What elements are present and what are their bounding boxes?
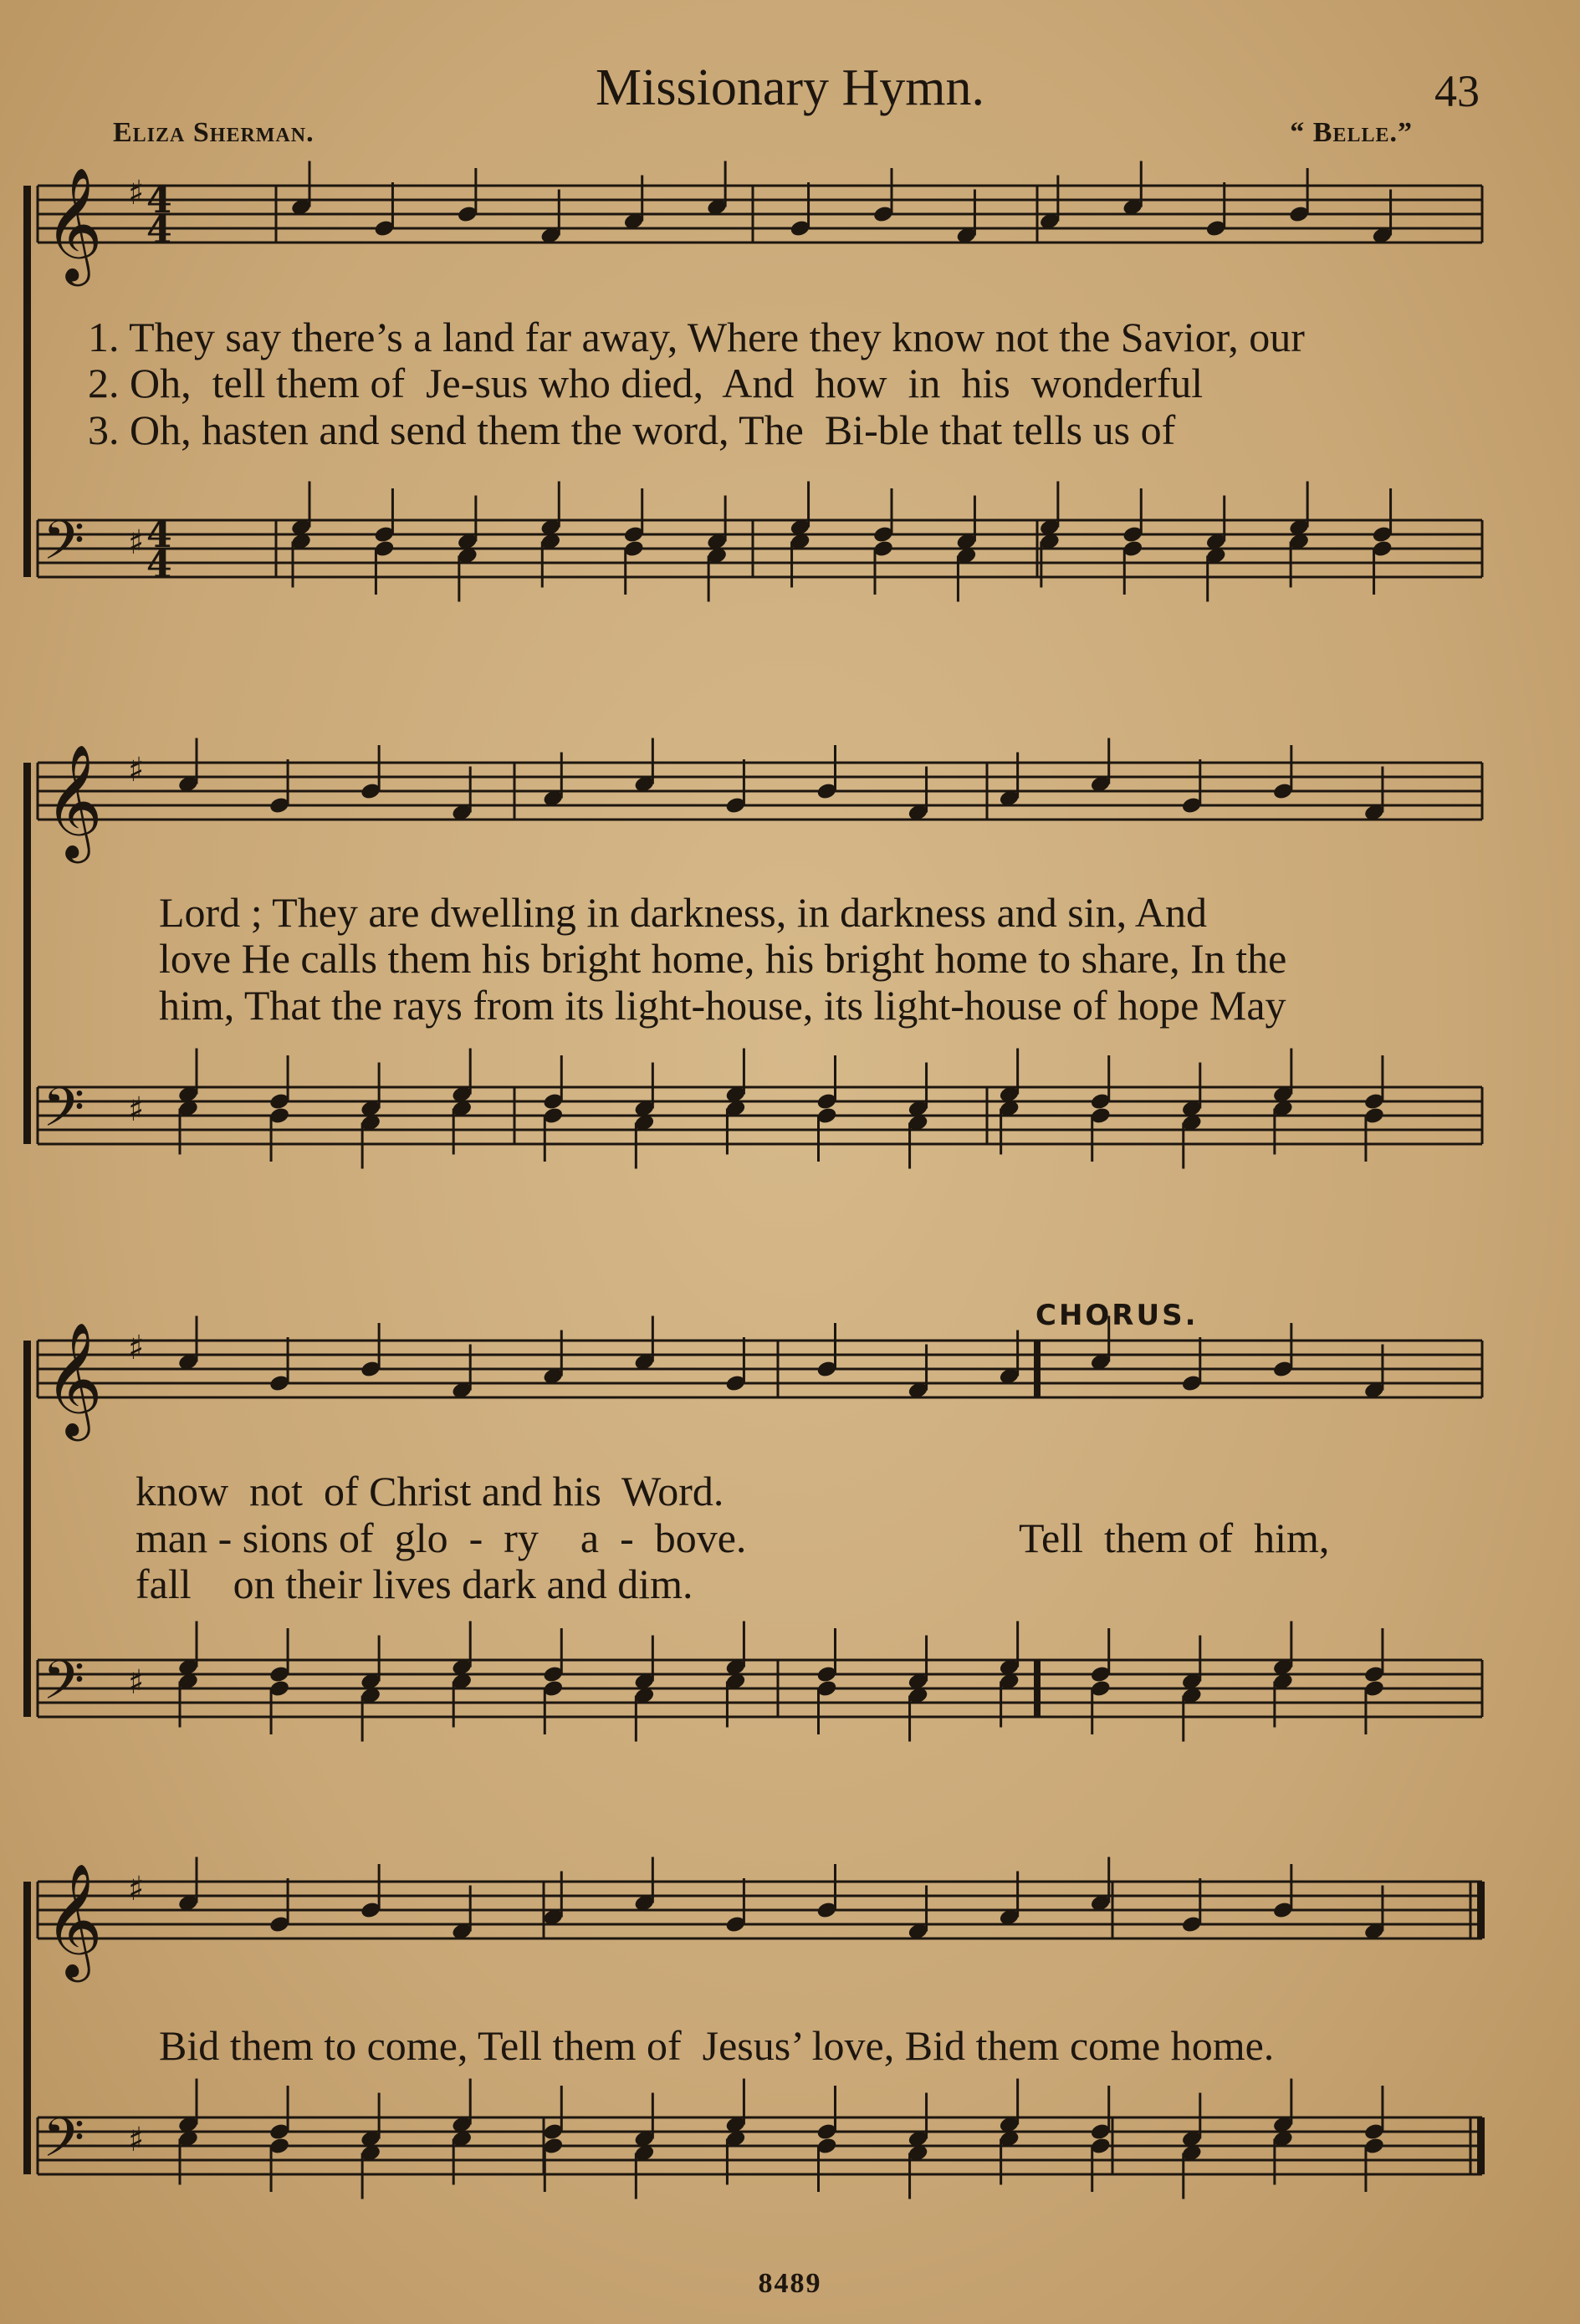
system-2-verse-1: Lord ; They are dwelling in darkness, in darkness and sin, And bbox=[159, 889, 1208, 936]
system-4-chorus-lyric: Bid them to come, Tell them of Jesus’ love, Bid them come home. bbox=[159, 2022, 1275, 2069]
page-number: 43 bbox=[1434, 66, 1480, 116]
system-2-verse-3: him, That the rays from its light-house, its light-house of hope May bbox=[159, 982, 1286, 1029]
treble-staff bbox=[38, 186, 1482, 243]
hymn-title: Missionary Hymn. bbox=[596, 59, 984, 116]
sharp-icon: ♯ bbox=[128, 524, 145, 562]
system-1-verse-1: 1. They say there’s a land far away, Where they know not the Savior, our bbox=[88, 314, 1305, 360]
system-3-verse-3: fall on their lives dark and dim. bbox=[136, 1560, 693, 1607]
system-1-verse-3: 3. Oh, hasten and send them the word, The Bi-ble that tells us of bbox=[88, 406, 1176, 453]
sharp-icon: ♯ bbox=[128, 1870, 145, 1908]
tune-name: “ Belle.” bbox=[1290, 117, 1413, 148]
bass-staff bbox=[38, 2117, 1482, 2174]
bass-staff bbox=[38, 1087, 1482, 1144]
svg-text:4: 4 bbox=[146, 544, 172, 586]
system-3-chorus-lyric: Tell them of him, bbox=[1019, 1514, 1330, 1561]
treble-staff bbox=[38, 1882, 1482, 1938]
bass-staff bbox=[38, 520, 1482, 577]
bass-clef-icon: 𝄢 bbox=[43, 1077, 85, 1152]
treble-staff bbox=[38, 763, 1482, 820]
bass-staff bbox=[38, 1660, 1482, 1717]
bass-clef-icon: 𝄢 bbox=[43, 510, 85, 585]
bass-clef-icon: 𝄢 bbox=[43, 1650, 85, 1725]
sharp-icon: ♯ bbox=[128, 2121, 145, 2159]
treble-clef-icon: 𝄞 bbox=[44, 743, 103, 858]
time-signature-bass: 4 bbox=[146, 513, 172, 556]
svg-text:4: 4 bbox=[146, 209, 172, 252]
sharp-icon: ♯ bbox=[128, 751, 145, 789]
sharp-icon: ♯ bbox=[128, 174, 145, 212]
system-1-verse-2: 2. Oh, tell them of Je-sus who died, And how in his wonderful bbox=[88, 360, 1204, 406]
sharp-icon: ♯ bbox=[128, 1090, 145, 1129]
plate-number: 8489 bbox=[758, 2268, 822, 2299]
system-3-verse-1: know not of Christ and his Word. bbox=[136, 1468, 724, 1514]
treble-clef-icon: 𝄞 bbox=[44, 1320, 103, 1436]
sharp-icon: ♯ bbox=[128, 1329, 145, 1367]
system-3-verse-2: man - sions of glo - ry a - bove. bbox=[136, 1514, 747, 1561]
time-signature-treble: 4 bbox=[146, 179, 172, 222]
bass-clef-icon: 𝄢 bbox=[43, 2107, 85, 2183]
treble-clef-icon: 𝄞 bbox=[44, 1862, 103, 1977]
author-credit: Eliza Sherman. bbox=[113, 117, 314, 148]
chorus-label: CHORUS. bbox=[1035, 1299, 1199, 1332]
treble-staff bbox=[38, 1341, 1482, 1397]
system-2-verse-2: love He calls them his bright home, his bright home to share, In the bbox=[159, 935, 1287, 982]
treble-clef-icon: 𝄞 bbox=[44, 166, 103, 281]
sharp-icon: ♯ bbox=[128, 1663, 145, 1702]
